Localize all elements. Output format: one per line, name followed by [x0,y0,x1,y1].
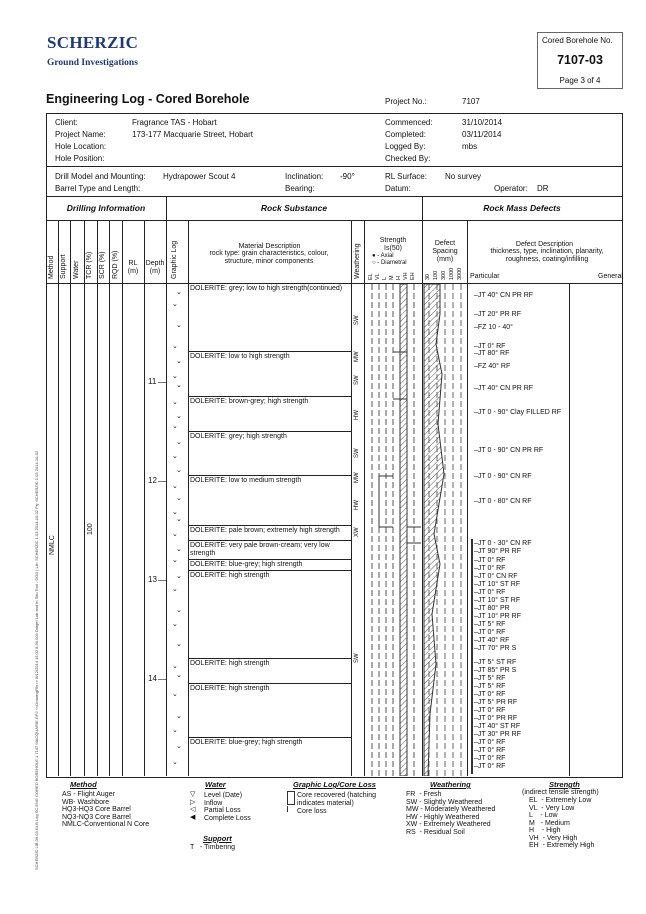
defect-item: –JT 0° RF [474,629,506,636]
defect-item: –JT 0° RF [474,707,506,714]
material-2: DOLERITE: low to high strength [190,353,290,360]
drill-model-value: Hydrapower Scout 4 [163,172,236,181]
spacing-scale-100: 100 [433,270,439,280]
col-scr: SCR (%) [99,251,106,279]
strength-scale-vl: VL [375,273,381,280]
col-method: Method [48,255,55,279]
weathering-2: MW [354,351,360,362]
barrel-label: Barrel Type and Length: [55,184,141,193]
graphic-log-mark: ⌄ [176,607,182,614]
defect-item: –JT 0° RF [474,691,506,698]
operator-label: Operator: [494,184,528,193]
graphic-log-mark: ⌄ [172,343,178,350]
weathering-1: SW [354,315,360,325]
weathering-7: HW [354,500,360,510]
rl-surface-label: RL Surface: [385,172,427,181]
spacing-scale-300: 300 [441,270,447,280]
hole-position-label: Hole Position: [55,154,105,163]
legend-graphic-title: Graphic Log/Core Loss [293,780,376,789]
water-symbols: ▽ ▷ ◁ ◀ [190,791,196,821]
section-rock: Rock Substance [260,203,328,213]
defect-item: –JT 5° PR RF [474,699,518,706]
defect-item: –JT 0 - 90° CN RF [474,473,532,480]
document-title: Engineering Log - Cored Borehole [46,92,250,106]
legend-method-title: Method [70,780,97,789]
col-material-sub: rock type: grain characteristics, colour, structure, minor components [209,250,329,265]
col-general: General [598,273,623,280]
col-material-title: Material Description [238,243,301,250]
project-no-label: Project No.: [385,97,427,106]
strength-scale-vh: VH [403,272,409,280]
client-value: Fragrance TAS - Hobart [132,118,217,127]
project-name-value: 173-177 Macquarie Street, Hobart [132,130,253,139]
strength-scale-l: L [382,276,388,280]
inclination-label: Inclination: [285,172,324,181]
logged-by-label: Logged By: [385,142,426,151]
depth-11: 11 [148,377,157,386]
strength-scale-h: H [396,276,402,280]
defect-item: –JT 40° CN PR RF [474,292,534,299]
col-water: Water [73,260,80,279]
defect-item: –JT 5° RF [474,683,506,690]
col-strength-diametral: ○ - Diametral [372,260,407,266]
defect-item: –JT 10° PR RF [474,613,522,620]
defect-item: –JT 10° ST RF [474,581,521,588]
method-value: NMLC [49,535,56,555]
completed-value: 03/11/2014 [462,130,502,139]
defect-item: –JT 0 - 80° CN RF [474,498,532,505]
logged-by-value: mbs [462,142,478,151]
col-support: Support [60,254,67,279]
graphic-log-mark: ⌄ [176,713,182,720]
graphic-log-mark: ⌄ [176,641,182,648]
defect-item: –JT 5° RF [474,675,506,682]
graphic-log-mark: ⌄ [176,672,182,679]
defect-item: –JT 0° RF [474,755,506,762]
defect-item: –JT 40° CN PR RF [474,385,534,392]
defect-item: –JT 70° PR S [474,645,517,652]
graphic-log-mark: ⌄ [172,483,178,490]
graphic-log-mark: ⌄ [172,586,178,593]
page-number: Page 3 of 4 [559,76,601,85]
project-name-label: Project Name: [55,130,106,139]
defect-item: –JT 40° ST RF [474,723,521,730]
graphic-log-mark: ⌄ [176,289,182,296]
spacing-plot [422,284,467,776]
weathering-3: SW [354,375,360,385]
company-logo: SCHERZIC [47,33,139,52]
drill-model-label: Drill Model and Mounting: [55,172,146,181]
col-defect-sub: thickness, type, inclination, planarity, roughness, coating/infilling [490,248,604,263]
graphic-log-mark: ⌄ [172,727,178,734]
defect-item: –JT 85° PR S [474,667,517,674]
defect-item: –JT 5° RF [474,621,506,628]
graphic-log-mark: ⌄ [176,546,182,553]
material-11: DOLERITE: high strength [190,685,270,692]
strength-scale-eh: EH [410,272,416,280]
depth-12: 12 [148,476,157,485]
material-9: DOLERITE: high strength [190,572,270,579]
borehole-number: 7107-03 [557,53,603,67]
strength-scale-m: M [389,275,395,280]
defect-item: –JT 0° CN RF [474,573,518,580]
legend-graphic-recovered: Core recovered (hatching indicates material) [297,792,376,807]
graphic-log-mark: ⌄ [176,495,182,502]
datum-label: Datum: [385,184,411,193]
section-defects: Rock Mass Defects [483,203,561,213]
material-5: DOLERITE: low to medium strength [190,477,302,484]
graphic-log-mark: ⌄ [172,301,178,308]
legend-water: Level (Date) Inflow Partial Loss Complete Loss [204,792,251,822]
graphic-log-mark: ⌄ [176,322,182,329]
graphic-log-mark: ⌄ [176,516,182,523]
graphic-log-mark: ⌄ [176,413,182,420]
graphic-log-mark: ⌄ [172,453,178,460]
graphic-log-mark: ⌄ [176,743,182,750]
material-3: DOLERITE: brown-grey; high strength [190,398,309,405]
section-drilling: Drilling Information [66,203,146,213]
legend-support: T - Timbering [190,844,235,851]
material-10: DOLERITE: high strength [190,660,270,667]
col-graphic-log: Graphic Log [171,240,178,279]
depth-13: 13 [148,575,157,584]
material-12: DOLERITE: blue-grey; high strength [190,739,303,746]
graphic-log-mark: ⌄ [172,531,178,538]
defect-item: –JT 30° PR RF [474,731,522,738]
depth-14: 14 [148,674,157,683]
legend-method: AS - Flight Auger WB- Washbore HQ3-HQ3 Core Barrel NQ3-NQ3 Core Barrel NMLC-Conventional N Core [62,791,150,828]
weathering-8: XW [354,527,360,537]
legend-support-title: Support [203,834,232,843]
defect-item: –FZ 40° RF [474,363,511,370]
legend-strength-sub: (indirect tensile strength) [522,789,599,796]
graphic-log-mark: ⌄ [172,423,178,430]
weathering-6: MW [354,472,360,483]
col-particular: Particular [470,273,500,280]
hole-location-label: Hole Location: [55,142,107,151]
core-loss-icon [287,806,294,812]
defect-item: –JT 20° PR RF [474,311,522,318]
legend-strength-title: Strength [549,780,580,789]
commenced-label: Commenced: [385,118,433,127]
core-recovered-icon [287,791,295,805]
col-weathering: Weathering [354,243,361,279]
graphic-log-mark: ⌄ [176,382,182,389]
defect-item: –JT 0 - 90° CN PR RF [474,447,544,454]
material-1: DOLERITE: grey; low to high strength(continued) [190,285,343,292]
client-label: Client: [55,118,78,127]
graphic-log-mark: ⌄ [172,509,178,516]
graphic-log-mark: ⌄ [176,358,182,365]
graphic-log-mark: ⌄ [176,573,182,580]
defect-item: –JT 0° RF [474,343,506,350]
legend-water-title: Water [205,780,226,789]
spacing-scale-30: 30 [425,273,431,280]
defect-item: –JT 80° RF [474,350,510,357]
defect-item: –JT 0° RF [474,747,506,754]
borehole-number-box [537,32,623,89]
defect-item: –JT 0 - 30° CN RF [474,540,532,547]
strength-plot [364,284,422,776]
spacing-scale-3000: 3000 [457,267,463,280]
graphic-log-mark: ⌄ [172,399,178,406]
defect-item: –JT 0° RF [474,589,506,596]
legend-weathering: FR - Fresh SW - Slightly Weathered MW - Moderately Weathered HW - Highly Weathered XW - Extremely Weathered RS - Residual Soil [406,791,496,836]
defect-ticks [467,284,477,776]
defect-item: –JT 0 - 90° Clay FILLED RF [474,409,562,416]
material-7: DOLERITE: very pale brown-cream; very low strength [190,542,330,557]
col-tcr: TCR (%) [86,251,93,279]
company-subtitle: Ground Investigations [47,58,138,68]
project-no-value: 7107 [462,97,480,106]
graphic-log-mark: ⌄ [176,439,182,446]
weathering-5: SW [354,448,360,458]
col-depth: Depth (m) [145,260,165,275]
defect-item: –JT 0° PR RF [474,715,518,722]
col-rqd: RQD (%) [112,250,119,279]
defect-item: –JT 0° RF [474,763,506,770]
operator-value: DR [537,184,549,193]
defect-item: –FZ 10 - 40° [474,324,513,331]
graphic-log-mark: ⌄ [172,557,178,564]
defect-item: –JT 0° RF [474,557,506,564]
inclination-value: -90° [340,172,355,181]
defect-item: –JT 0° RF [474,739,506,746]
graphic-log-mark: ⌄ [172,759,178,766]
graphic-log-mark: ⌄ [172,373,178,380]
bearing-label: Bearing: [285,184,315,193]
defect-item: –JT 40° RF [474,637,510,644]
defect-item: –JT 10° ST RF [474,597,521,604]
weathering-9: SW [354,653,360,663]
borehole-label: Cored Borehole No. [542,36,613,45]
tcr-value: 100 [87,523,94,535]
graphic-log-mark: ⌄ [172,621,178,628]
graphic-log-mark: ⌄ [176,467,182,474]
defect-item: –JT 80° PR [474,605,510,612]
graphic-log-mark: ⌄ [172,663,178,670]
legend-weathering-title: Weathering [430,780,471,789]
col-strength-sub: Is(50) [384,245,402,252]
col-strength-title: Strength [379,237,407,244]
defect-item: –JT 90° PR RF [474,548,522,555]
material-8: DOLERITE: blue-grey; high strength [190,561,303,568]
col-rl: RL (m) [127,260,139,275]
weathering-4: HW [354,410,360,420]
strength-scale-el: EL [368,273,374,280]
col-spacing-title: Defect Spacing (mm) [432,240,458,263]
legend-strength: EL - Extremely Low VL - Very Low L - Low M - Medium H - High VH - Very High EH - Extremely High [529,797,595,849]
graphic-log-mark: ⌄ [172,691,178,698]
col-strength-axial: ● - Axial [372,253,394,259]
col-defect-title: Defect Description [515,241,574,248]
defect-item: –JT 0° RF [474,565,506,572]
legend-graphic-loss: Core loss [297,808,327,815]
completed-label: Completed: [385,130,426,139]
spacing-scale-1000: 1000 [449,267,455,280]
defect-item: –JT 5° ST RF [474,659,517,666]
checked-by-label: Checked By: [385,154,431,163]
side-note: SCHERZIC LIB 09.03.GLB Log SC.ENG CORED BOREHOLE 1 7107 MACQUARIE.GPJ <<DrawingFile>> 8/12/2014 15:02 8.30.003 Datgel Lab and In Situ Tool - DGD | Lib: SCHERZIC 1.03 2014-10-02 Prj: SCHERZIC 1.03 2014-10-02 [34,450,39,870]
material-6: DOLERITE: pale brown; extremely high strength [190,527,340,534]
commenced-value: 31/10/2014 [462,118,503,127]
material-4: DOLERITE: grey; high strength [190,433,287,440]
rl-surface-value: No survey [445,172,482,181]
